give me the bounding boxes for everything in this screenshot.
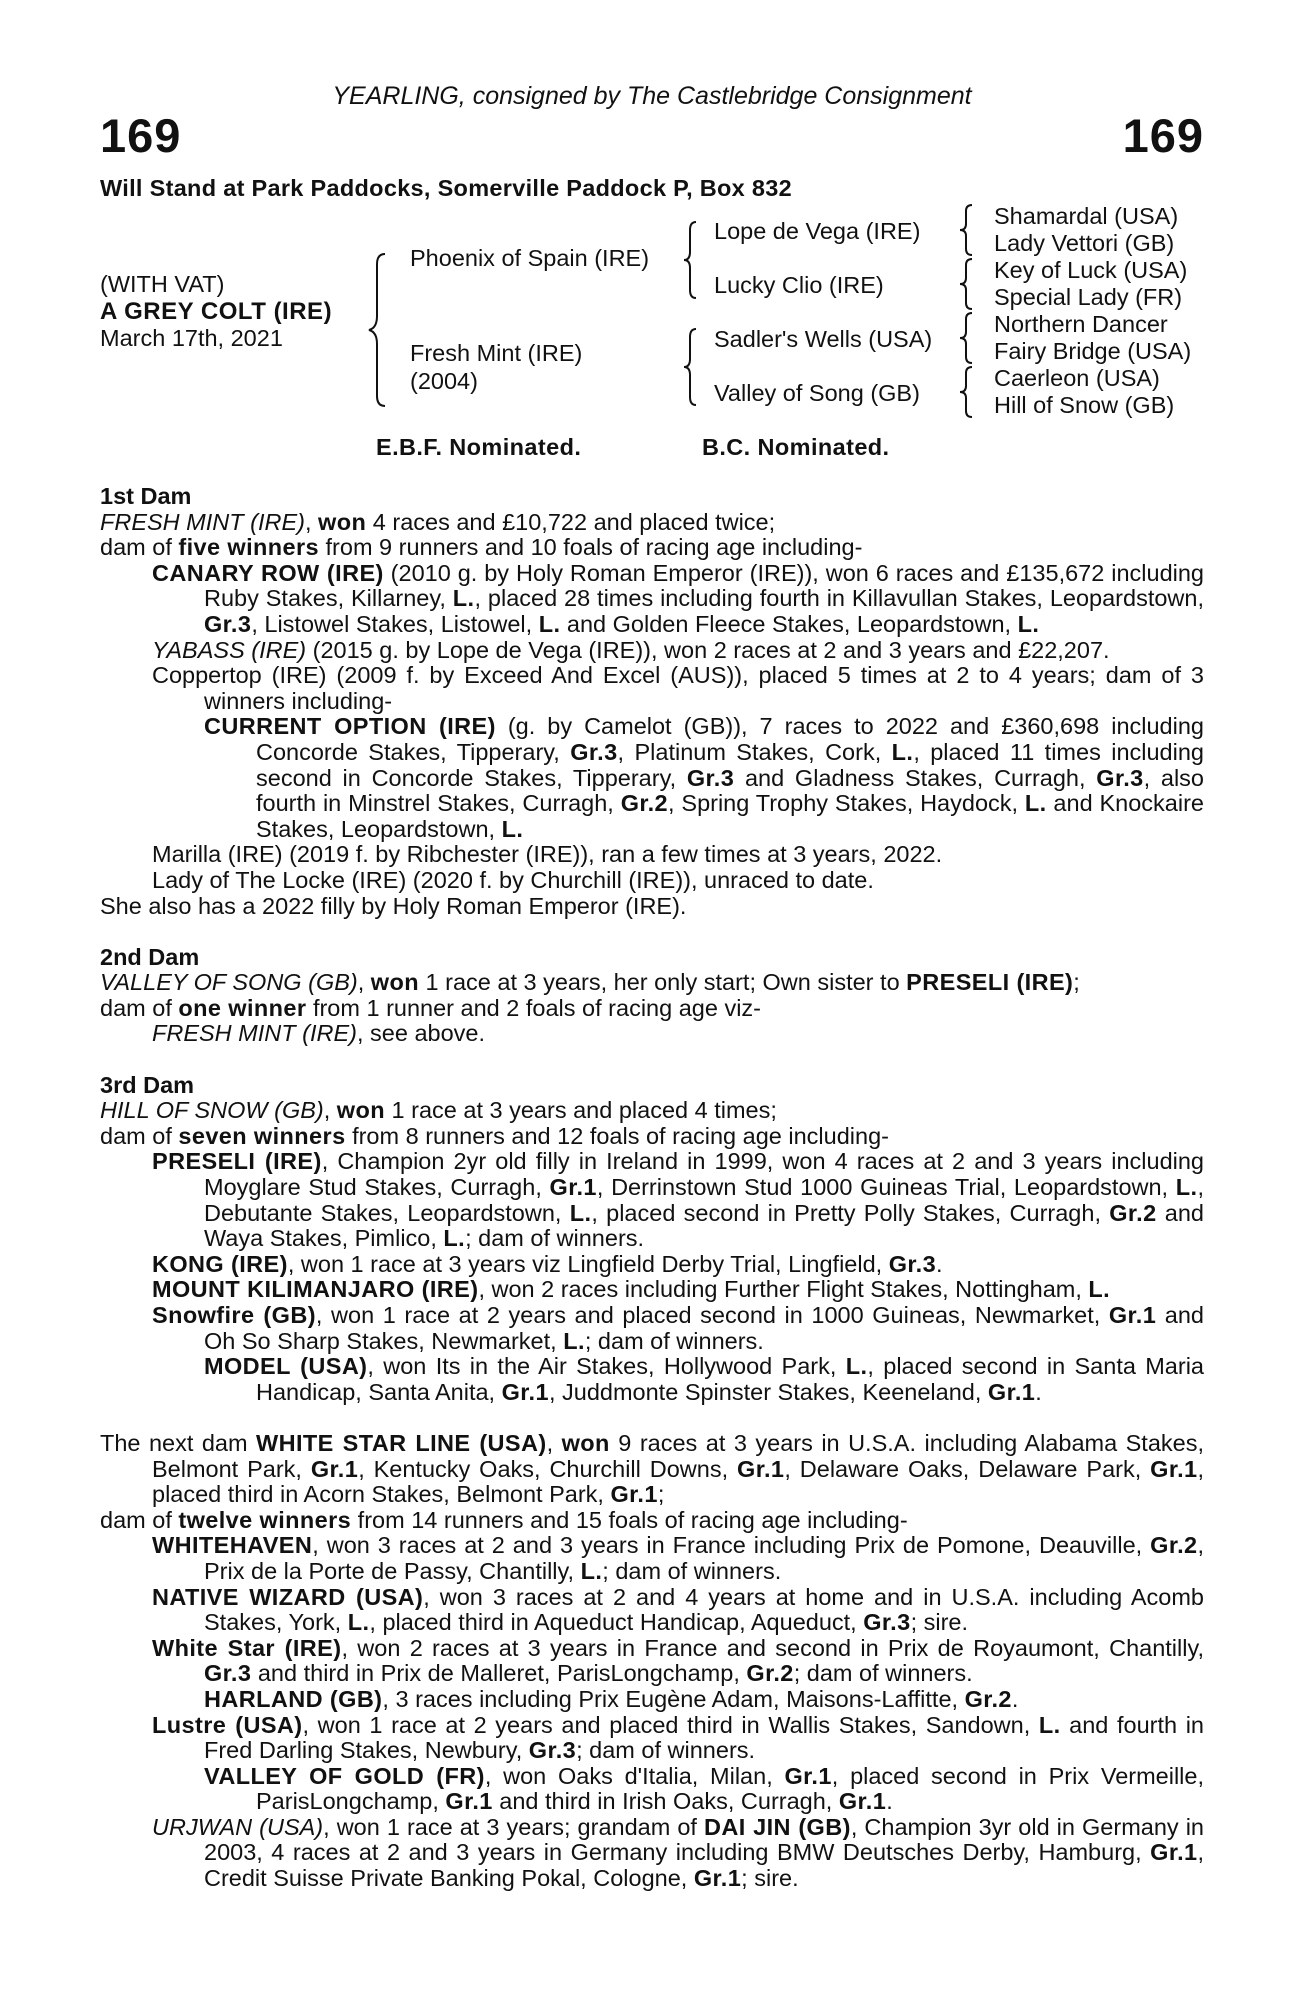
- t: , placed second in Santa Maria Handicap, Santa Anita,: [256, 1353, 1204, 1405]
- vat-note: (WITH VAT): [100, 271, 225, 297]
- t: (2015 g. by Lope de Vega (IRE)), won 2 races at 2 and 3 years and £22,207.: [306, 636, 1110, 663]
- listed: L.: [1038, 1711, 1061, 1738]
- produce-preseli: [152, 1149, 1204, 1251]
- dam-name: VALLEY OF SONG (GB): [100, 969, 358, 996]
- winners-count: five winners: [178, 534, 319, 561]
- produce-lady-of-the-locke: Lady of The Locke (IRE) (2020 f. by Churchill (IRE)), unraced to date.: [152, 866, 874, 893]
- ebf-nomination: E.B.F. Nominated.: [376, 434, 582, 460]
- produce-kong: [152, 1252, 1204, 1278]
- t: from 14 runners and 15 foals of racing age including-: [351, 1506, 908, 1533]
- produce-name: White Star (IRE): [152, 1634, 342, 1661]
- grade: Gr.3: [204, 1660, 252, 1687]
- produce-harland: [204, 1687, 1204, 1713]
- listed: L.: [580, 1557, 603, 1584]
- dam-produce-records: [100, 484, 1204, 1892]
- dam-dam: Valley of Song (GB): [714, 380, 920, 406]
- t: and Golden Fleece Stakes, Leopardstown,: [560, 610, 1018, 637]
- grandson-name: DAI JIN (GB): [704, 1813, 851, 1840]
- sire-sire: Lope de Vega (IRE): [714, 218, 921, 244]
- t: , placed second in Prix Vermeille, ParisLongchamp,: [256, 1762, 1204, 1815]
- next-dam-line1: [100, 1431, 1204, 1508]
- second-dam-heading: 2nd Dam: [100, 943, 200, 970]
- t: , won 1 race at 2 years and placed second in 1000 Guineas, Newmarket,: [315, 1302, 1109, 1328]
- ggp-ssd: Lady Vettori (GB): [994, 230, 1175, 256]
- t: , Spring Trophy Stakes, Haydock,: [668, 790, 1025, 817]
- t: from 8 runners and 12 foals of racing age including-: [345, 1122, 889, 1149]
- t: and Knockaire Stakes, Leopardstown,: [256, 790, 1204, 842]
- t: , Credit Suisse Private Banking Pokal, Cologne,: [204, 1839, 1204, 1892]
- produce-yabass: [152, 638, 1204, 664]
- t: ; dam of winners.: [602, 1557, 782, 1584]
- grade: Gr.1: [310, 1455, 359, 1482]
- horse-brace: [365, 250, 389, 410]
- t: , won 3 races at 2 and 4 years at home and in U.S.A. including Acomb Stakes, York,: [204, 1583, 1204, 1636]
- produce-name: VALLEY OF GOLD (FR): [204, 1762, 485, 1789]
- produce-lustre: [152, 1713, 1204, 1764]
- produce-name: Lustre (USA): [152, 1711, 303, 1738]
- produce-name: HARLAND (GB): [204, 1685, 383, 1712]
- listed: L.: [443, 1225, 466, 1252]
- t: , won 1 race at 3 years; grandam of: [323, 1813, 704, 1840]
- spacer: [100, 1405, 1204, 1431]
- grade: Gr.1: [693, 1865, 742, 1892]
- dam-name: FRESH MINT (IRE): [100, 508, 305, 535]
- sire: Phoenix of Spain (IRE): [410, 245, 650, 271]
- produce-model: [204, 1354, 1204, 1405]
- ggp-dsd: Fairy Bridge (USA): [994, 338, 1192, 364]
- t: .: [936, 1250, 943, 1277]
- t: , Delaware Oaks, Delaware Park,: [784, 1455, 1151, 1482]
- t: , won Oaks d'Italia, Milan,: [484, 1762, 785, 1789]
- first-dam-also: She also has a 2022 filly by Holy Roman Emperor (IRE).: [100, 892, 687, 919]
- grade: Gr.3: [863, 1609, 911, 1636]
- t: and Gladness Stakes, Curragh,: [734, 764, 1097, 791]
- t: and third in Irish Oaks, Curragh,: [492, 1788, 839, 1815]
- produce-name: FRESH MINT (IRE): [152, 1020, 357, 1047]
- t: , Champion 2yr old filly in Ireland in 1999, won 4 races at 2 and 3 years including Moyglare Stud Stakes, Curragh,: [204, 1148, 1204, 1201]
- winners-count: twelve winners: [178, 1506, 352, 1533]
- grade: Gr.3: [204, 610, 252, 637]
- second-dam-line1: [100, 970, 1204, 996]
- stand-location: Will Stand at Park Paddocks, Somerville Paddock P, Box 832: [100, 175, 792, 201]
- produce-name: MOUNT KILIMANJARO (IRE): [152, 1276, 479, 1303]
- t: , Juddmonte Spinster Stakes, Keeneland,: [548, 1378, 988, 1405]
- t: 1 race at 3 years and placed 4 times;: [385, 1097, 777, 1124]
- t: .: [886, 1788, 893, 1815]
- produce-marilla: Marilla (IRE) (2019 f. by Ribchester (IRE)), ran a few times at 3 years, 2022.: [152, 841, 943, 868]
- winners-count: one winner: [178, 994, 307, 1021]
- t: , Platinum Stakes, Cork,: [617, 738, 892, 765]
- t: ,: [357, 969, 371, 996]
- t: , won 3 races at 2 and 3 years in France including Prix de Pomone, Deauville,: [312, 1532, 1151, 1559]
- produce-snowfire: [152, 1303, 1204, 1354]
- t: , Prix de la Porte de Passy, Chantilly,: [204, 1532, 1204, 1584]
- second-dam-produce: [152, 1021, 1204, 1047]
- grade: Gr.2: [746, 1660, 794, 1687]
- sep: ,: [304, 508, 319, 535]
- t: dam of: [100, 994, 179, 1021]
- t: dam of: [100, 1506, 179, 1533]
- listed: L.: [1024, 790, 1047, 817]
- t: , placed second in Pretty Polly Stakes, Curragh,: [591, 1199, 1110, 1226]
- produce-name: Snowfire (GB): [152, 1302, 316, 1328]
- produce-name: PRESELI (IRE): [152, 1148, 322, 1175]
- t: , see above.: [356, 1020, 486, 1047]
- sire-dam: Lucky Clio (IRE): [714, 272, 884, 298]
- t: , won Its in the Air Stakes, Hollywood Park,: [367, 1353, 846, 1380]
- t: from 1 runner and 2 foals of racing age viz-: [306, 994, 761, 1021]
- grade: Gr.1: [1150, 1839, 1198, 1866]
- foaling-date: March 17th, 2021: [100, 325, 283, 351]
- ggp-sds: Key of Luck (USA): [994, 257, 1188, 283]
- runners-text: from 9 runners and 10 foals of racing age including-: [319, 534, 863, 561]
- dam-of: dam of: [100, 534, 179, 561]
- dam-sire: Sadler's Wells (USA): [714, 326, 933, 352]
- t: , placed 28 times including fourth in Killavullan Stakes, Leopardstown,: [474, 585, 1204, 612]
- winners-count: seven winners: [178, 1122, 346, 1149]
- t: , placed 11 times including second in Concorde Stakes, Tipperary,: [256, 738, 1204, 791]
- grade: Gr.2: [964, 1685, 1012, 1712]
- spacer: [100, 1047, 1204, 1073]
- produce-name: CURRENT OPTION (IRE): [204, 713, 496, 740]
- t: .: [1011, 1685, 1019, 1712]
- listed: L.: [501, 815, 524, 842]
- grade: Gr.2: [620, 790, 669, 817]
- produce-coppertop: Coppertop (IRE) (2009 f. by Exceed And Excel (AUS)), placed 5 times at 2 to 4 years; dam of 3 winners including-: [152, 662, 1204, 714]
- bc-nomination: B.C. Nominated.: [702, 434, 890, 460]
- grade: Gr.1: [784, 1762, 832, 1789]
- t: , placed third in Acorn Stakes, Belmont Park,: [152, 1455, 1204, 1508]
- t: The next dam: [100, 1429, 257, 1456]
- ggp-sdd: Special Lady (FR): [994, 284, 1183, 310]
- t: ; dam of winners.: [465, 1225, 645, 1252]
- t: , 3 races including Prix Eugène Adam, Maisons-Laffitte,: [382, 1685, 965, 1712]
- won: won: [370, 969, 419, 996]
- dam: Fresh Mint (IRE): [410, 340, 583, 366]
- dam-name: HILL OF SNOW (GB): [100, 1097, 324, 1124]
- listed: L.: [845, 1353, 868, 1380]
- second-dam-line2: [100, 996, 1204, 1022]
- grade: Gr.1: [737, 1455, 785, 1482]
- grade: Gr.3: [528, 1737, 577, 1764]
- grade: Gr.1: [549, 1174, 597, 1201]
- produce-whitehaven: [152, 1533, 1204, 1584]
- t: , Kentucky Oaks, Churchill Downs,: [358, 1455, 738, 1482]
- sire-brace: [680, 218, 700, 302]
- t: , won 2 races at 3 years in France and second in Prix de Royaumont, Chantilly,: [341, 1634, 1204, 1661]
- t: (g. by Camelot (GB)), 7 races to 2022 and £360,698 including Concorde Stakes, Tipperary,: [256, 713, 1204, 765]
- produce-urjwan: [152, 1815, 1204, 1892]
- third-dam-heading: 3rd Dam: [100, 1071, 195, 1098]
- produce-name: URJWAN (USA): [152, 1813, 324, 1840]
- t: , Debutante Stakes, Leopardstown,: [204, 1174, 1204, 1226]
- spacer: [100, 919, 1204, 945]
- t: ,: [546, 1429, 562, 1456]
- produce-canary-row: [152, 561, 1204, 638]
- t: 9 races at 3 years in U.S.A. including Alabama Stakes, Belmont Park,: [152, 1429, 1204, 1482]
- listed: L.: [538, 610, 561, 637]
- t: , Champion 3yr old in Germany in 2003, 4 races at 2 and 3 years in Germany including BMW Deutsches Derby, Hamburg,: [204, 1813, 1205, 1866]
- grade: Gr.1: [987, 1378, 1036, 1405]
- won: won: [318, 508, 367, 535]
- grade: Gr.1: [1108, 1302, 1157, 1328]
- grade: Gr.2: [1109, 1199, 1157, 1226]
- grade: Gr.3: [1096, 764, 1144, 791]
- listed: L.: [569, 1199, 592, 1226]
- grade: Gr.1: [501, 1378, 549, 1405]
- ggp-dss: Northern Dancer: [994, 311, 1168, 337]
- consignor-subtitle: YEARLING, consigned by The Castlebridge Consignment: [332, 82, 972, 110]
- produce-current-option: [204, 714, 1204, 842]
- listed: L.: [891, 738, 914, 765]
- gsire4-brace: [956, 364, 976, 420]
- grade: Gr.3: [570, 738, 618, 765]
- produce-name: YABASS (IRE): [152, 636, 307, 663]
- lot-number-left: 169: [100, 109, 182, 162]
- listed: L.: [1017, 610, 1040, 637]
- produce-mount-kilimanjaro: [152, 1277, 1204, 1303]
- t: dam of: [100, 1122, 179, 1149]
- t: , Listowel Stakes, Listowel,: [251, 610, 539, 637]
- first-dam-line2: [100, 535, 1204, 561]
- gsire1-brace: [956, 202, 976, 258]
- produce-name: CANARY ROW (IRE): [152, 559, 384, 586]
- first-dam-line1: [100, 510, 1204, 536]
- grade: Gr.1: [838, 1788, 887, 1815]
- t: ; dam of winners.: [793, 1660, 973, 1687]
- t: ;: [1073, 969, 1080, 996]
- grade: Gr.1: [1150, 1455, 1198, 1482]
- t: and third in Prix de Malleret, ParisLongchamp,: [251, 1660, 747, 1687]
- produce-name: WHITEHAVEN: [152, 1532, 313, 1559]
- produce-white-star: [152, 1636, 1204, 1687]
- t: ; sire.: [741, 1865, 799, 1892]
- t: and fourth in Fred Darling Stakes, Newbury,: [204, 1711, 1204, 1764]
- produce-name: MODEL (USA): [204, 1353, 368, 1380]
- t: ;: [657, 1481, 665, 1508]
- won: won: [561, 1429, 610, 1456]
- t: ; sire.: [910, 1609, 969, 1636]
- grade: Gr.1: [610, 1481, 658, 1508]
- ggp-sss: Shamardal (USA): [994, 203, 1179, 229]
- dam-year: (2004): [410, 368, 478, 394]
- listed: L.: [1175, 1174, 1198, 1201]
- t: and Waya Stakes, Pimlico,: [204, 1199, 1204, 1252]
- won: won: [336, 1097, 385, 1124]
- produce-native-wizard: [152, 1585, 1204, 1636]
- catalogue-page: [100, 0, 1204, 2000]
- produce-name: NATIVE WIZARD (USA): [152, 1583, 424, 1610]
- third-dam-line2: [100, 1124, 1204, 1150]
- next-dam-line2: [100, 1508, 1204, 1534]
- t: 1 race at 3 years, her only start; Own sister to: [419, 969, 907, 996]
- t: ; dam of winners.: [576, 1737, 756, 1764]
- first-dam-heading: 1st Dam: [100, 483, 192, 509]
- t: ; dam of winners.: [584, 1327, 764, 1354]
- grade: Gr.3: [888, 1250, 937, 1277]
- listed: L.: [452, 585, 475, 612]
- t: .: [1035, 1378, 1042, 1405]
- listed: L.: [563, 1327, 585, 1354]
- ggp-dds: Caerleon (USA): [994, 365, 1160, 391]
- listed: L.: [1088, 1276, 1111, 1303]
- t: , won 2 races including Further Flight Stakes, Nottingham,: [478, 1276, 1089, 1303]
- t: , placed third in Aqueduct Handicap, Aqueduct,: [369, 1609, 864, 1636]
- ggp-ddd: Hill of Snow (GB): [994, 392, 1175, 418]
- grade: Gr.1: [445, 1788, 493, 1815]
- t: , also fourth in Minstrel Stakes, Curragh,: [256, 764, 1205, 817]
- produce-name: KONG (IRE): [152, 1250, 288, 1277]
- listed: L.: [347, 1609, 370, 1636]
- dam-name: WHITE STAR LINE (USA): [256, 1429, 547, 1456]
- grade: Gr.3: [686, 764, 735, 791]
- t: (2010 g. by Holy Roman Emperor (IRE)), won 6 races and £135,672 including Ruby Stakes, Killarney,: [204, 559, 1204, 612]
- gsire2-brace: [956, 256, 976, 312]
- t: ,: [323, 1097, 337, 1124]
- lot-number-right: 169: [1122, 109, 1204, 162]
- horse-name: A GREY COLT (IRE): [100, 298, 333, 325]
- dam-brace: [680, 325, 700, 409]
- sister-name: PRESELI (IRE): [906, 969, 1074, 996]
- gsire3-brace: [956, 310, 976, 366]
- t: and Oh So Sharp Stakes, Newmarket,: [204, 1302, 1204, 1354]
- dam-record: 4 races and £10,722 and placed twice;: [366, 508, 776, 535]
- grade: Gr.2: [1150, 1532, 1198, 1559]
- t: , won 1 race at 3 years viz Lingfield Derby Trial, Lingfield,: [287, 1250, 889, 1277]
- t: , won 1 race at 2 years and placed third in Wallis Stakes, Sandown,: [302, 1711, 1039, 1738]
- produce-valley-of-gold: [204, 1764, 1204, 1815]
- third-dam-line1: [100, 1098, 1204, 1124]
- t: , Derrinstown Stud 1000 Guineas Trial, Leopardstown,: [596, 1174, 1176, 1201]
